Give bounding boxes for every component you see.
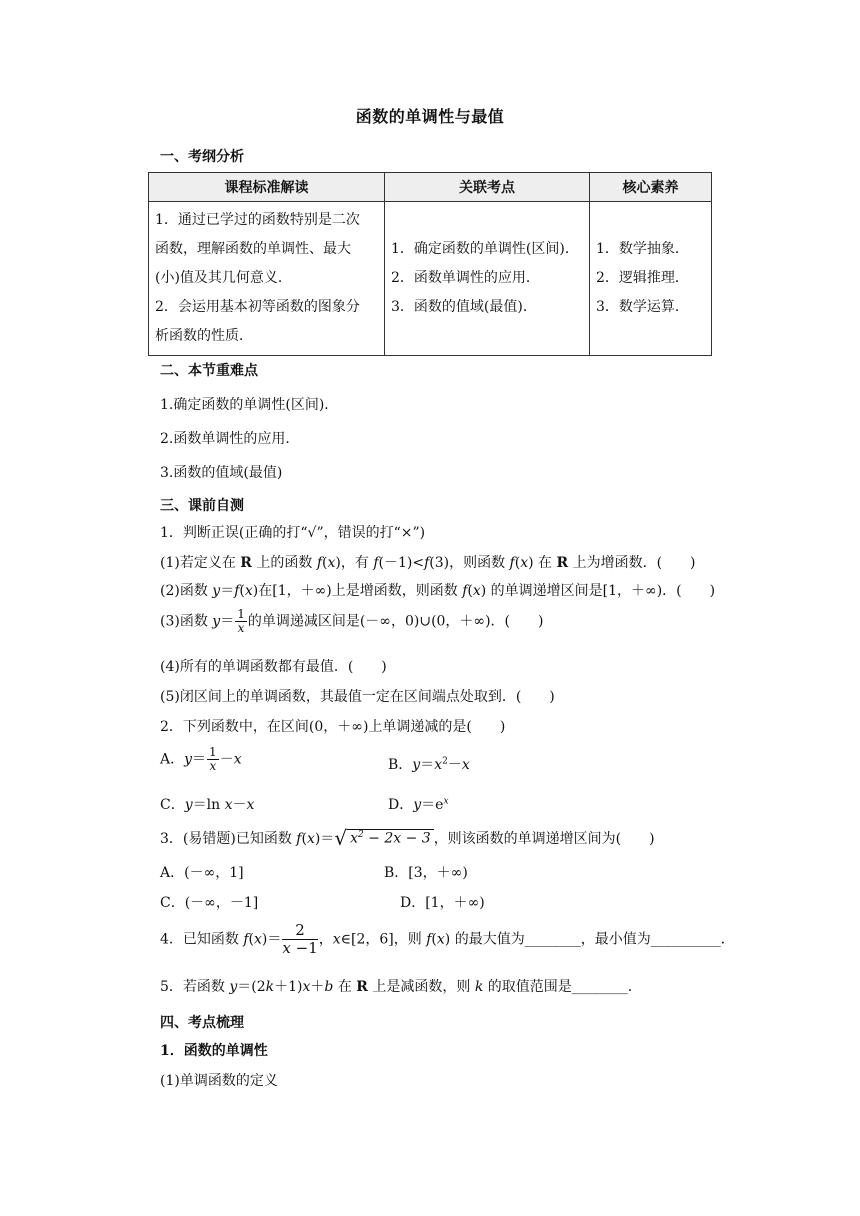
table-header-row: [149, 173, 712, 202]
section-heading-1: 一、考纲分析: [160, 149, 244, 165]
table-cell-literacy: [590, 202, 712, 356]
question-1-stem: 1．判断正误(正确的打“√”，错误的打“×”): [160, 525, 426, 541]
table-cell-standards: [149, 202, 385, 356]
table-row: [149, 202, 712, 356]
question-5: 5．若函数 y＝(2k＋1)x＋b 在 R 上是减函数，则 k 的取值范围是________．: [160, 979, 642, 995]
table-header: 关联考点: [385, 173, 590, 202]
question-3-option-d: D．[1，＋∞): [400, 895, 485, 911]
section-heading-2: 二、本节重难点: [160, 363, 258, 379]
question-2-stem: 2．下列函数中，在区间(0，＋∞)上单调递减的是( ): [160, 719, 506, 735]
table-cell-topics: [385, 202, 590, 356]
question-2-option-d: D．$y=e^x$: [388, 796, 449, 813]
section-heading-4: 四、考点梳理: [160, 1015, 244, 1031]
question-1-item-2: (2)函数 y＝f(x)在[1，＋∞)上是增函数，则函数 f(x) 的单调递增区间是[1，＋∞)．( ): [160, 583, 716, 599]
key-point-2: 2.函数单调性的应用．: [160, 431, 300, 447]
syllabus-table: [148, 172, 712, 356]
subsection-item: (1)单调函数的定义: [160, 1073, 278, 1089]
question-1-item-5: (5)闭区间上的单调函数，其最值一定在区间端点处取到．( ): [160, 689, 555, 705]
question-3-option-a: A．(－∞，1]: [160, 865, 244, 881]
cell-line: 1．通过已学过的函数特别是二次: [155, 212, 360, 228]
cell-line: 3．数学运算．: [596, 299, 689, 315]
table-header: 核心素养: [590, 173, 712, 202]
question-1-item-1: (1)若定义在 R 上的函数 f(x)，有 f(－1)<f(3)，则函数 f(x) 在 R 上为增函数．( ): [160, 555, 696, 571]
cell-line: 1．数学抽象．: [596, 241, 689, 257]
cell-line: 1．确定函数的单调性(区间)．: [391, 241, 579, 257]
cell-line: 2．逻辑推理．: [596, 270, 689, 286]
cell-line: (小)值及其几何意义．: [155, 270, 292, 286]
question-2-option-a: A．y＝ $\frac{1}{x}$ －x: [160, 745, 242, 773]
cell-line: 3．函数的值域(最值)．: [391, 299, 537, 315]
table-header: 课程标准解读: [149, 173, 385, 202]
cell-line: 2．会运用基本初等函数的图象分: [155, 299, 360, 315]
key-point-1: 1.确定函数的单调性(区间)．: [160, 397, 339, 413]
question-3-option-c: C．(－∞，－1]: [160, 895, 259, 911]
key-point-3: 3.函数的值域(最值): [160, 465, 283, 481]
cell-line: 函数，理解函数的单调性、最大: [155, 241, 351, 257]
subsection-heading: 1．函数的单调性: [160, 1043, 268, 1059]
page-title: 函数的单调性与最值: [355, 107, 505, 126]
question-1-item-4: (4)所有的单调函数都有最值．( ): [160, 659, 387, 675]
question-1-item-3: (3)函数 y＝ $\frac{1}{x}$ 的单调递减区间是(－∞，0)∪(0，＋∞)．( ): [160, 607, 544, 635]
cell-line: 2．函数单调性的应用．: [391, 270, 540, 286]
question-3-option-b: B．[3，＋∞): [384, 865, 468, 881]
section-heading-3: 三、课前自测: [160, 498, 244, 514]
question-3-stem: 3．(易错题)已知函数 f(x)＝√ $x^2 - 2x - 3$ ，则该函数的单调递增区间为( ): [160, 826, 655, 850]
question-2-option-c: C．y＝ln x－x: [160, 797, 255, 813]
cell-line: 析函数的性质．: [155, 328, 253, 344]
question-4: 4．已知函数 f(x)＝ $\frac{2}{x -1}$ ，x∈[2，6]，则 f(x) 的最大值为________，最小值为__________．: [160, 921, 735, 957]
question-2-option-b: B．$y=x^2-x$: [388, 756, 470, 773]
